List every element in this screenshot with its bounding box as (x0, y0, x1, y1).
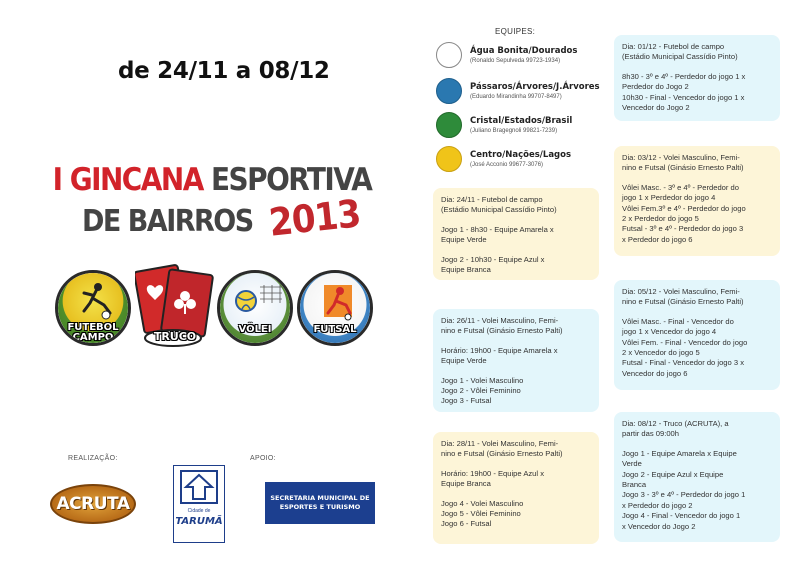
title-line-1 (52, 163, 372, 197)
futsal-badge (297, 270, 373, 346)
card-header: Dia: 03/12 - Volei Masculino, Femi- nino e Futsal (Ginásio Ernesto Palti) (622, 153, 744, 173)
card-header: Dia: 08/12 - Truco (ACRUTA), a partir das 09:00h (622, 419, 729, 439)
card-text: 8h30 - 3º e 4º - Perdedor do jogo 1 x Perdedor do Jogo 2 10h30 - Final - Vencedor do jogo 1 x Vencedor do Jogo 2 (622, 71, 746, 113)
schedule-card-28-11 (433, 432, 599, 544)
card-text: Jogo 2 - 10h30 - Equipe Azul x Equipe Branca (441, 254, 545, 275)
team-contact: (Ronaldo Sepulveda 99723-1934) (470, 58, 561, 64)
team-name: Água Bonita/Dourados (470, 46, 578, 56)
secretaria-line-2: ESPORTES E TURISMO (279, 503, 361, 511)
taruma-name: TARUMÃ (175, 516, 223, 527)
title-word-gincana: I GINCANA (52, 162, 203, 198)
team-contact: (José Acconio 99677-3076) (470, 162, 544, 168)
truco-badge (135, 262, 215, 350)
event-title (52, 162, 372, 245)
card-text: Jogo 1 - Equipe Amarela x Equipe Verde Jogo 2 - Equipe Azul x Equipe Branca Jogo 3 - 3º e 4º - Perdedor do jogo 1 x Perdedor do jogo 2 Jogo 4 - Final - Vencedor do jogo 1 x Vencedor do Jogo 2 (622, 448, 746, 531)
taruma-logo (173, 465, 225, 543)
card-text: Jogo 4 - Volei Masculino Jogo 5 - Vôlei Feminino Jogo 6 - Futsal (441, 498, 524, 529)
team-item (436, 146, 636, 176)
soccer-player-icon (76, 281, 114, 321)
card-text: Horário: 19h00 - Equipe Azul x Equipe Branca (441, 468, 544, 489)
futebol-label-top: FUTEBOL (67, 322, 119, 333)
team-color-dot (436, 42, 462, 68)
card-text: Horário: 19h00 - Equipe Amarela x Equipe Verde (441, 345, 558, 366)
card-header: Dia: 01/12 - Futebol de campo (Estádio Municipal Cassídio Pinto) (622, 42, 738, 62)
team-name: Cristal/Estados/Brasil (470, 116, 573, 126)
apoio-label: APOIO: (250, 455, 276, 462)
futsal-player-icon (318, 281, 358, 323)
team-contact: (Juliano Bragegnoli 99821-7239) (470, 128, 558, 134)
secretaria-logo (265, 482, 375, 524)
schedule-card-24-11 (433, 188, 599, 280)
team-item (436, 112, 636, 142)
up-arrow-icon (182, 472, 216, 502)
futebol-campo-badge (55, 270, 131, 346)
futebol-label-bottom: CAMPO (72, 332, 114, 343)
date-range: de 24/11 a 08/12 (118, 58, 330, 84)
taruma-arrow-emblem (180, 470, 218, 504)
schedule-card-01-12 (614, 35, 780, 121)
volei-label: VÔLEI (238, 324, 272, 335)
team-color-dot (436, 146, 462, 172)
equipes-title: EQUIPES: (495, 27, 536, 36)
card-text: Vôlei Masc. - Final - Vencedor do jogo 1 x Vencedor do jogo 4 Vôlei Fem. - Final - Vencedor do jogo 2 x Vencedor do jogo 5 Futsal - Final - Vencedor do jogo 3 x Vencedor do jogo 6 (622, 316, 748, 378)
taruma-prefix: Cidade de (187, 508, 211, 514)
schedule-card-08-12 (614, 412, 780, 542)
title-year: 2013 (266, 191, 362, 245)
team-item (436, 78, 636, 108)
card-header: Dia: 26/11 - Volei Masculino, Femi- nino e Futsal (Ginásio Ernesto Palti) (441, 316, 563, 336)
schedule-card-03-12 (614, 146, 780, 256)
schedule-card-26-11 (433, 309, 599, 412)
acruta-logo (50, 484, 136, 524)
card-header: Dia: 24/11 - Futebol de campo (Estádio Municipal Cassídio Pinto) (441, 195, 557, 215)
team-name: Pássaros/Árvores/J.Árvores (470, 82, 600, 92)
futsal-label: FUTSAL (313, 324, 357, 335)
title-line-2 (52, 191, 372, 245)
sport-badges (55, 262, 375, 352)
truco-label: TRUCO (153, 330, 197, 343)
volleyball-icon (232, 281, 284, 321)
title-word-esportiva: ESPORTIVA (211, 162, 372, 198)
card-header: Dia: 28/11 - Volei Masculino, Femi- nino e Futsal (Ginásio Ernesto Palti) (441, 439, 563, 459)
team-color-dot (436, 112, 462, 138)
secretaria-line-1: SECRETARIA MUNICIPAL DE (270, 494, 370, 502)
volei-badge (217, 270, 293, 346)
acruta-text: ACRUTA (56, 494, 130, 514)
team-color-dot (436, 78, 462, 104)
title-bairros: DE BAIRROS (82, 204, 253, 239)
card-text: Jogo 1 - 8h30 - Equipe Amarela x Equipe Verde (441, 224, 554, 245)
card-text: Jogo 1 - Volei Masculino Jogo 2 - Vôlei Feminino Jogo 3 - Futsal (441, 375, 524, 406)
team-contact: (Eduardo Mirandinha 99707-8497) (470, 94, 562, 100)
card-text: Vôlei Masc. - 3º e 4º - Perdedor do jogo 1 x Perdedor do jogo 4 Vôlei Fem.3º e 4º - Perdedor do jogo 2 x Perdedor do jogo 5 Futsal - 3º e 4º - Perdedor do jogo 3 x Perdedor do jogo 6 (622, 182, 746, 244)
card-header: Dia: 05/12 - Volei Masculino, Femi- nino e Futsal (Ginásio Ernesto Palti) (622, 287, 744, 307)
team-name: Centro/Nações/Lagos (470, 150, 572, 160)
schedule-card-05-12 (614, 280, 780, 390)
realizacao-label: REALIZAÇÃO: (68, 455, 118, 462)
team-item (436, 42, 636, 72)
